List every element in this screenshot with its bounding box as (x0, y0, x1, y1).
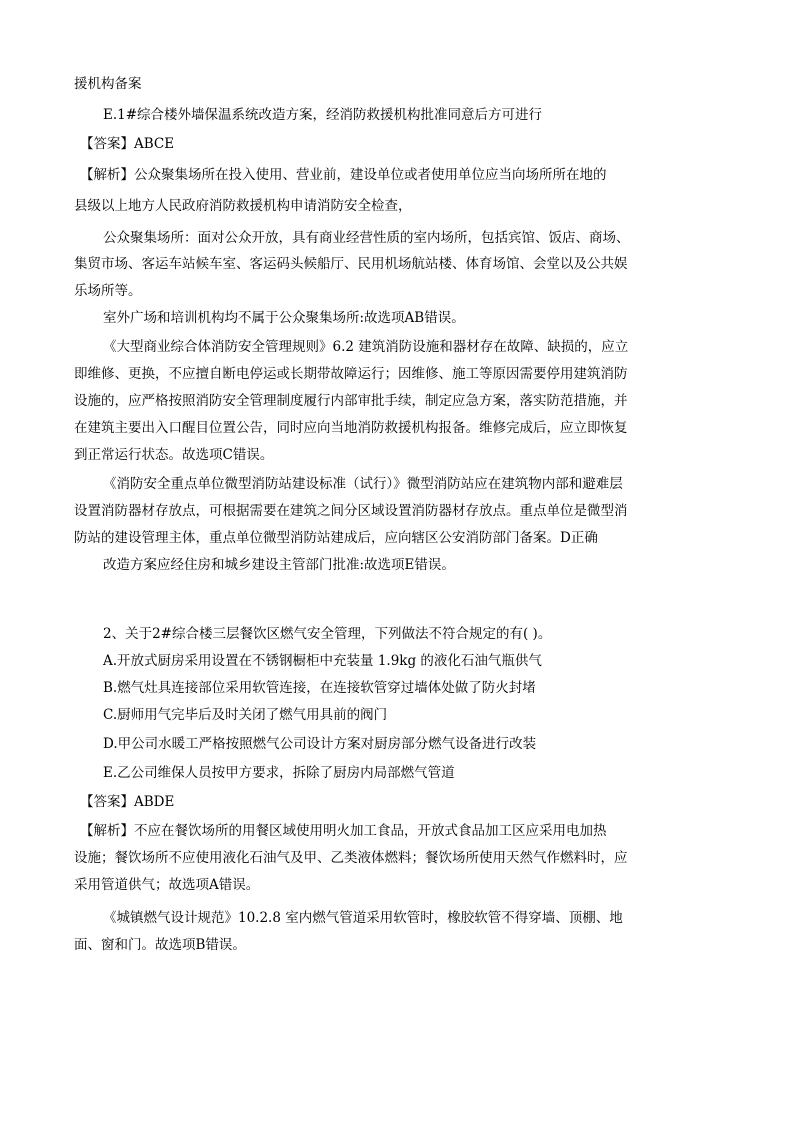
text-line: 设施；餐饮场所不应使用液化石油气及甲、乙类液体燃料；餐饮场所使用天然气作燃料时，应 (74, 850, 628, 866)
text-line: 《消防安全重点单位微型消防站建设标准（试行）》微型消防站应在建筑物内部和避难层 (103, 476, 623, 492)
text-line: 援机构备案 (74, 76, 142, 92)
option-c: C.厨师用气完毕后及时关闭了燃气用具前的阀门 (103, 707, 388, 723)
text-line: 面、窗和门。故选项B错误。 (74, 937, 246, 953)
text-line: 县级以上地方人民政府消防救援机构申请消防安全检查， (74, 198, 412, 214)
answer-line: 【答案】ABDE (80, 794, 175, 810)
analysis-line: 【解析】不应在餐饮场所的用餐区域使用明火加工食品，开放式食品加工区应采用电加热 (80, 823, 607, 839)
option-d: D.甲公司水暖工严格按照燃气公司设计方案对厨房部分燃气设备进行改装 (103, 736, 537, 752)
option-a: A.开放式厨房采用设置在不锈钢橱柜中充装量 1.9kg 的液化石油气瓶供气 (103, 653, 542, 669)
text-line: 设施的，应严格按照消防安全管理制度履行内部审批手续，制定应急方案，落实防范措施，并 (74, 393, 628, 409)
answer-line: 【答案】ABCE (80, 136, 175, 152)
text-line: 室外广场和培训机构均不属于公众聚集场所:故选项AB错误。 (103, 310, 465, 326)
text-line: 《城镇燃气设计规范》10.2.8 室内燃气管道采用软管时，橡胶软管不得穿墙、顶棚、地 (103, 910, 623, 926)
text-line: 集贸市场、客运车站候车室、客运码头候船厅、民用机场航站楼、体育场馆、会堂以及公共娱 (74, 256, 628, 272)
option-b: B.燃气灶具连接部位采用软管连接，在连接软管穿过墙体处做了防火封堵 (103, 680, 536, 696)
text-line: 在建筑主要出入口醒目位置公告，同时应向当地消防救援机构报备。维修完成后，应立即恢复 (74, 420, 628, 436)
text-line: 设置消防器材存放点，可根据需要在建筑之间分区域设置消防器材存放点。重点单位是微型消 (74, 503, 628, 519)
analysis-line: 【解析】公众聚集场所在投入使用、营业前，建设单位或者使用单位应当向场所所在地的 (80, 167, 607, 183)
text-line: 防站的建设管理主体，重点单位微型消防站建成后，应向辖区公安消防部门备案。D正确 (74, 530, 598, 546)
text-line: 改造方案应经住房和城乡建设主管部门批准:故选项E错误。 (103, 557, 455, 573)
text-line: 公众聚集场所：面对公众开放，具有商业经营性质的室内场所，包括宾馆、饭店、商场、 (103, 230, 630, 246)
text-line: 到正常运行状态。故选项C错误。 (74, 447, 274, 463)
text-line: 采用管道供气；故选项A错误。 (74, 877, 260, 893)
option-e: E.乙公司维保人员按甲方要求，拆除了厨房内局部燃气管道 (103, 765, 455, 781)
option-e-line: E.1#综合楼外墙保温系统改造方案，经消防救援机构批准同意后方可进行 (103, 107, 543, 123)
text-line: 即维修、更换，不应擅自断电停运或长期带故障运行；因维修、施工等原因需要停用建筑消防 (74, 366, 628, 382)
text-line: 乐场所等。 (74, 283, 142, 299)
question-stem: 2、关于2#综合楼三层餐饮区燃气安全管理，下列做法不符合规定的有( )。 (103, 626, 552, 642)
text-line: 《大型商业综合体消防安全管理规则》6.2 建筑消防设施和器材存在故障、缺损的，应立 (103, 339, 629, 355)
